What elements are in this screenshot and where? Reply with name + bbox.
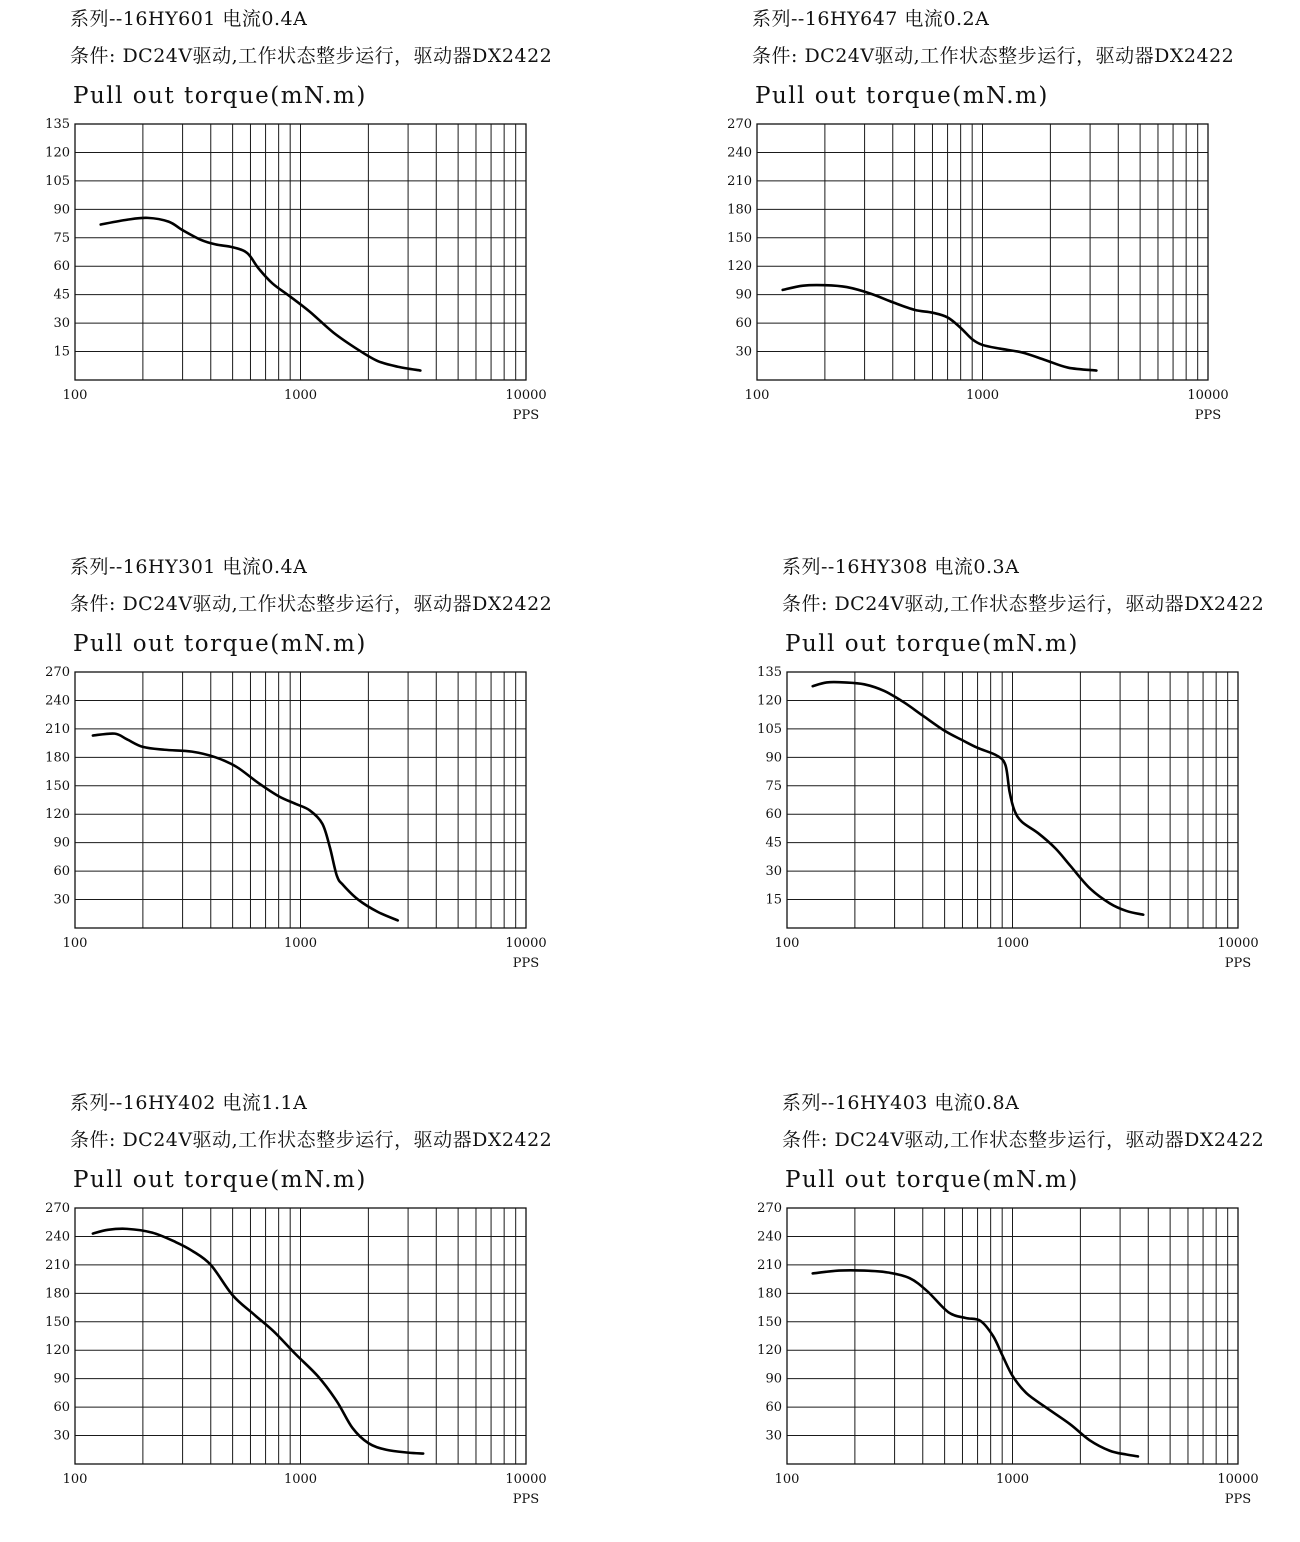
x-axis-label: PPS <box>512 408 540 423</box>
y-tick-label: 210 <box>757 1257 782 1273</box>
y-tick-label: 150 <box>45 778 70 794</box>
y-tick-label: 210 <box>45 721 70 737</box>
chart-panel <box>757 556 1300 1006</box>
y-tick-label: 15 <box>53 344 70 360</box>
torque-curve <box>783 285 1097 370</box>
x-tick-label: 1000 <box>995 1472 1030 1487</box>
y-tick-label: 90 <box>53 202 70 218</box>
x-axis-label: PPS <box>512 956 540 971</box>
y-tick-label: 180 <box>727 202 752 218</box>
chart-subtitle: 条件: DC24V驱动,工作状态整步运行，驱动器DX2422 <box>70 45 553 67</box>
y-tick-label: 45 <box>765 835 782 851</box>
x-tick-label: 100 <box>62 936 88 951</box>
y-tick-label: 60 <box>735 316 752 332</box>
y-axis-label: Pull out torque(mN.m) <box>73 83 367 109</box>
x-axis-label: PPS <box>512 1492 540 1507</box>
chart-title: 系列--16HY647 电流0.2A <box>752 8 990 30</box>
y-tick-label: 120 <box>45 807 70 823</box>
torque-curve <box>93 734 398 921</box>
x-tick-label: 10000 <box>1217 1472 1259 1487</box>
x-tick-label: 1000 <box>283 1472 318 1487</box>
y-tick-label: 270 <box>727 117 752 132</box>
x-axis-label: PPS <box>1224 956 1252 971</box>
torque-curve <box>813 1270 1138 1456</box>
grid <box>75 1208 526 1464</box>
y-tick-label: 60 <box>765 1400 782 1416</box>
x-tick-label: 100 <box>774 936 800 951</box>
chart-title: 系列--16HY601 电流0.4A <box>70 8 308 30</box>
chart-plot <box>757 1092 1300 1532</box>
y-tick-label: 90 <box>735 287 752 303</box>
x-axis-label: PPS <box>1194 408 1222 423</box>
y-tick-label: 150 <box>727 230 752 246</box>
y-tick-label: 30 <box>53 316 70 332</box>
chart-panel <box>45 556 630 1006</box>
y-tick-label: 240 <box>727 145 752 161</box>
y-tick-label: 30 <box>53 892 70 908</box>
y-tick-label: 30 <box>765 864 782 880</box>
y-tick-label: 270 <box>45 1201 70 1216</box>
chart-title: 系列--16HY308 电流0.3A <box>782 556 1020 578</box>
y-tick-label: 270 <box>757 1201 782 1216</box>
x-tick-label: 100 <box>744 388 770 403</box>
x-tick-label: 10000 <box>1187 388 1229 403</box>
y-tick-label: 120 <box>45 1343 70 1359</box>
x-tick-label: 10000 <box>505 1472 547 1487</box>
x-axis-label: PPS <box>1224 1492 1252 1507</box>
y-tick-label: 75 <box>53 230 70 246</box>
x-tick-label: 1000 <box>283 388 318 403</box>
y-axis-label: Pull out torque(mN.m) <box>73 1167 367 1193</box>
chart-plot <box>727 8 1300 448</box>
x-tick-label: 100 <box>62 1472 88 1487</box>
y-tick-label: 240 <box>45 1229 70 1245</box>
y-tick-label: 90 <box>53 1371 70 1387</box>
chart-plot <box>45 1092 650 1532</box>
x-tick-label: 1000 <box>965 388 1000 403</box>
chart-title: 系列--16HY402 电流1.1A <box>70 1092 308 1114</box>
y-tick-label: 60 <box>53 864 70 880</box>
chart-subtitle: 条件: DC24V驱动,工作状态整步运行，驱动器DX2422 <box>70 593 553 615</box>
y-tick-label: 120 <box>727 259 752 275</box>
y-tick-label: 75 <box>765 778 782 794</box>
y-tick-label: 120 <box>757 693 782 709</box>
y-axis-label: Pull out torque(mN.m) <box>755 83 1049 109</box>
y-tick-label: 210 <box>727 173 752 189</box>
chart-panel <box>727 8 1300 458</box>
x-tick-label: 10000 <box>505 388 547 403</box>
y-tick-label: 15 <box>765 892 782 908</box>
y-tick-label: 240 <box>45 693 70 709</box>
y-tick-label: 120 <box>757 1343 782 1359</box>
y-tick-label: 150 <box>45 1314 70 1330</box>
chart-panel <box>45 1092 630 1542</box>
y-tick-label: 135 <box>757 665 782 680</box>
grid <box>787 1208 1238 1464</box>
chart-title: 系列--16HY301 电流0.4A <box>70 556 308 578</box>
chart-title: 系列--16HY403 电流0.8A <box>782 1092 1020 1114</box>
grid <box>757 124 1208 380</box>
y-tick-label: 30 <box>53 1428 70 1444</box>
y-tick-label: 90 <box>53 835 70 851</box>
chart-subtitle: 条件: DC24V驱动,工作状态整步运行，驱动器DX2422 <box>782 1129 1265 1151</box>
chart-subtitle: 条件: DC24V驱动,工作状态整步运行，驱动器DX2422 <box>70 1129 553 1151</box>
y-tick-label: 30 <box>765 1428 782 1444</box>
x-tick-label: 1000 <box>995 936 1030 951</box>
x-tick-label: 100 <box>774 1472 800 1487</box>
chart-plot <box>45 8 650 448</box>
y-tick-label: 180 <box>45 750 70 766</box>
y-tick-label: 150 <box>757 1314 782 1330</box>
y-tick-label: 240 <box>757 1229 782 1245</box>
y-tick-label: 45 <box>53 287 70 303</box>
y-tick-label: 180 <box>757 1286 782 1302</box>
chart-panel <box>45 8 630 458</box>
y-tick-label: 105 <box>45 173 70 189</box>
y-tick-label: 90 <box>765 1371 782 1387</box>
x-tick-label: 10000 <box>505 936 547 951</box>
y-axis-label: Pull out torque(mN.m) <box>785 1167 1079 1193</box>
y-tick-label: 210 <box>45 1257 70 1273</box>
chart-panel <box>757 1092 1300 1542</box>
y-tick-label: 120 <box>45 145 70 161</box>
y-tick-label: 60 <box>53 259 70 275</box>
chart-subtitle: 条件: DC24V驱动,工作状态整步运行，驱动器DX2422 <box>782 593 1265 615</box>
y-tick-label: 30 <box>735 344 752 360</box>
y-tick-label: 135 <box>45 117 70 132</box>
y-tick-label: 270 <box>45 665 70 680</box>
x-tick-label: 1000 <box>283 936 318 951</box>
x-tick-label: 10000 <box>1217 936 1259 951</box>
chart-plot <box>757 556 1300 996</box>
chart-plot <box>45 556 650 996</box>
y-tick-label: 90 <box>765 750 782 766</box>
y-tick-label: 180 <box>45 1286 70 1302</box>
y-tick-label: 60 <box>765 807 782 823</box>
x-tick-label: 100 <box>62 388 88 403</box>
y-axis-label: Pull out torque(mN.m) <box>785 631 1079 657</box>
y-tick-label: 105 <box>757 721 782 737</box>
grid <box>75 672 526 928</box>
grid <box>75 124 526 380</box>
y-axis-label: Pull out torque(mN.m) <box>73 631 367 657</box>
chart-subtitle: 条件: DC24V驱动,工作状态整步运行，驱动器DX2422 <box>752 45 1235 67</box>
y-tick-label: 60 <box>53 1400 70 1416</box>
